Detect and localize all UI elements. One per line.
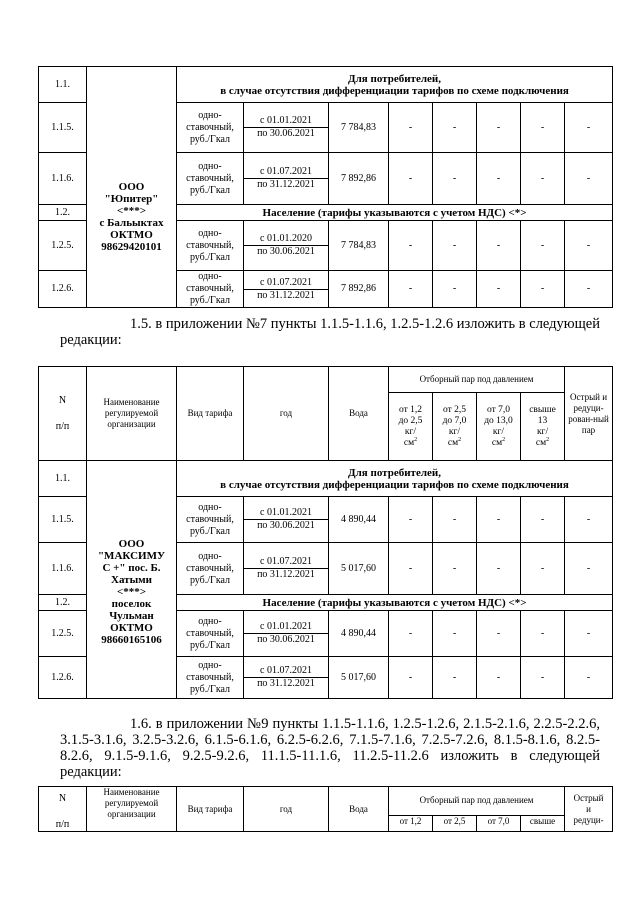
table-cell: одно- ставочный, руб./Гкал: [177, 271, 244, 308]
table-cell: одно- ставочный, руб./Гкал: [177, 103, 244, 153]
table-cell: с 01.07.2021 по 31.12.2021: [244, 543, 329, 595]
table-cell: -: [433, 611, 477, 657]
header-steam: Отборный пар под давлением: [389, 787, 565, 816]
header-year: год: [244, 367, 329, 461]
table-cell: -: [565, 611, 613, 657]
table-cell: -: [389, 221, 433, 271]
header-sharp-steam: Острый и редуци-: [565, 787, 613, 832]
row-number: 1.2.5.: [39, 611, 87, 657]
table-cell: -: [389, 657, 433, 699]
table-cell: -: [521, 611, 565, 657]
table-cell: -: [477, 611, 521, 657]
table-cell: -: [389, 153, 433, 205]
header-n: N п/п: [39, 787, 87, 832]
row-number: 1.2.6.: [39, 657, 87, 699]
table-cell: с 01.01.2021 по 30.06.2021: [244, 611, 329, 657]
table-cell: -: [477, 153, 521, 205]
table-cell: с 01.07.2021 по 31.12.2021: [244, 657, 329, 699]
row-number: 1.1.: [39, 461, 87, 497]
paragraph-1-5: 1.5. в приложении №7 пункты 1.1.5-1.1.6, 1.2.5-1.2.6 изложить в следующей редакции:: [60, 316, 600, 348]
table-cell: -: [433, 497, 477, 543]
table-cell: -: [433, 657, 477, 699]
table-cell: -: [565, 103, 613, 153]
header-n: N п/п: [39, 367, 87, 461]
table-cell: -: [477, 103, 521, 153]
table-cell: с 01.01.2021 по 30.06.2021: [244, 103, 329, 153]
table-cell: одно- ставочный, руб./Гкал: [177, 497, 244, 543]
table-cell: одно- ставочный, руб./Гкал: [177, 153, 244, 205]
section-header-consumers: Для потребителей, в случае отсутствия дифференциации тарифов по схеме подключения: [177, 461, 613, 497]
table-cell: -: [389, 543, 433, 595]
header-organization: Наименование регулируемой организации: [87, 367, 177, 461]
table-cell: одно- ставочный, руб./Гкал: [177, 657, 244, 699]
row-number: 1.2.6.: [39, 271, 87, 308]
table-cell: одно- ставочный, руб./Гкал: [177, 611, 244, 657]
header-pressure-3: от 7,0 до 13,0 кг/ $см^2$: [477, 393, 521, 461]
table-cell: -: [477, 657, 521, 699]
water-price: 5 017,60: [329, 657, 389, 699]
organization-name: ООО "Юпитер" <***> с Бальыктах ОКТМО 98629420101: [87, 67, 177, 308]
section-header-consumers: Для потребителей, в случае отсутствия дифференциации тарифов по схеме подключения: [177, 67, 613, 103]
table-cell: -: [521, 497, 565, 543]
header-tariff-kind: Вид тарифа: [177, 787, 244, 832]
table-cell: -: [477, 221, 521, 271]
tariff-table-2: [38, 366, 613, 699]
table-cell: с 01.07.2021 по 31.12.2021: [244, 271, 329, 308]
header-water: Вода: [329, 367, 389, 461]
row-number: 1.1.6.: [39, 153, 87, 205]
section-header-population: Население (тарифы указываются с учетом НДС) <*>: [177, 595, 613, 611]
section-header-population: Население (тарифы указываются с учетом НДС) <*>: [177, 205, 613, 221]
table-cell: с 01.01.2021 по 30.06.2021: [244, 497, 329, 543]
table-cell: -: [521, 103, 565, 153]
row-number: 1.2.: [39, 595, 87, 611]
tariff-table-1: [38, 66, 613, 308]
table-cell: -: [389, 271, 433, 308]
paragraph-1-6: 1.6. в приложении №9 пункты 1.1.5-1.1.6, 1.2.5-1.2.6, 2.1.5-2.1.6, 2.2.5-2.2.6, 3.1.5-3.1.6, 3.2.5-3.2.6, 6.1.5-6.1.6, 6.2.5-6.2.6, 7.1.5-7.1.6, 7.2.5-7.2.6, 8.1.5-8.1.6, 8.2.5-8.2.6, 9.1.5-9.1.6, 9.2.5-9.2.6, 11.1.5-11.1.6, 11.2.5-11.2.6 изложить в следующей редакции:: [60, 716, 600, 780]
water-price: 4 890,44: [329, 497, 389, 543]
header-pressure-4: свыше: [521, 815, 565, 831]
header-year: год: [244, 787, 329, 832]
table-cell: одно- ставочный, руб./Гкал: [177, 221, 244, 271]
header-steam: Отборный пар под давлением: [389, 367, 565, 393]
table-cell: -: [565, 271, 613, 308]
table-cell: -: [565, 543, 613, 595]
table-cell: -: [433, 543, 477, 595]
table-cell: -: [433, 153, 477, 205]
row-number: 1.1.6.: [39, 543, 87, 595]
table-cell: одно- ставочный, руб./Гкал: [177, 543, 244, 595]
table-cell: -: [389, 611, 433, 657]
header-pressure-3: от 7,0: [477, 815, 521, 831]
header-pressure-2: от 2,5: [433, 815, 477, 831]
water-price: 7 784,83: [329, 221, 389, 271]
table-cell: -: [389, 103, 433, 153]
header-water: Вода: [329, 787, 389, 832]
table-cell: с 01.07.2021 по 31.12.2021: [244, 153, 329, 205]
table-cell: -: [389, 497, 433, 543]
row-number: 1.1.5.: [39, 497, 87, 543]
header-sharp-steam: Острый и редуци-рован-ный пар: [565, 367, 613, 461]
table-cell: -: [521, 543, 565, 595]
table-cell: -: [477, 271, 521, 308]
table-cell: -: [477, 497, 521, 543]
row-number: 1.1.5.: [39, 103, 87, 153]
table-cell: -: [521, 221, 565, 271]
table-cell: -: [565, 153, 613, 205]
water-price: 4 890,44: [329, 611, 389, 657]
water-price: 7 892,86: [329, 271, 389, 308]
table-cell: -: [521, 657, 565, 699]
header-organization: Наименование регулируемой организации: [87, 787, 177, 832]
table-cell: -: [565, 497, 613, 543]
header-pressure-1: от 1,2: [389, 815, 433, 831]
header-pressure-4: свыше 13 кг/ $см^2$: [521, 393, 565, 461]
tariff-table-3: [38, 786, 613, 832]
table-cell: -: [433, 271, 477, 308]
table-cell: -: [433, 221, 477, 271]
table-cell: -: [477, 543, 521, 595]
header-tariff-kind: Вид тарифа: [177, 367, 244, 461]
water-price: 7 784,83: [329, 103, 389, 153]
organization-name: ООО "МАКСИМУ С +" пос. Б. Хатыми <***> поселок Чульман ОКТМО 98660165106: [87, 461, 177, 699]
row-number: 1.2.: [39, 205, 87, 221]
table-cell: с 01.01.2020 по 30.06.2021: [244, 221, 329, 271]
table-cell: -: [565, 221, 613, 271]
header-pressure-2: от 2,5 до 7,0 кг/ $см^2$: [433, 393, 477, 461]
header-pressure-1: от 1,2 до 2,5 кг/ $см^2$: [389, 393, 433, 461]
table-cell: -: [521, 153, 565, 205]
row-number: 1.1.: [39, 67, 87, 103]
water-price: 5 017,60: [329, 543, 389, 595]
row-number: 1.2.5.: [39, 221, 87, 271]
table-cell: -: [521, 271, 565, 308]
table-cell: -: [433, 103, 477, 153]
water-price: 7 892,86: [329, 153, 389, 205]
table-cell: -: [565, 657, 613, 699]
